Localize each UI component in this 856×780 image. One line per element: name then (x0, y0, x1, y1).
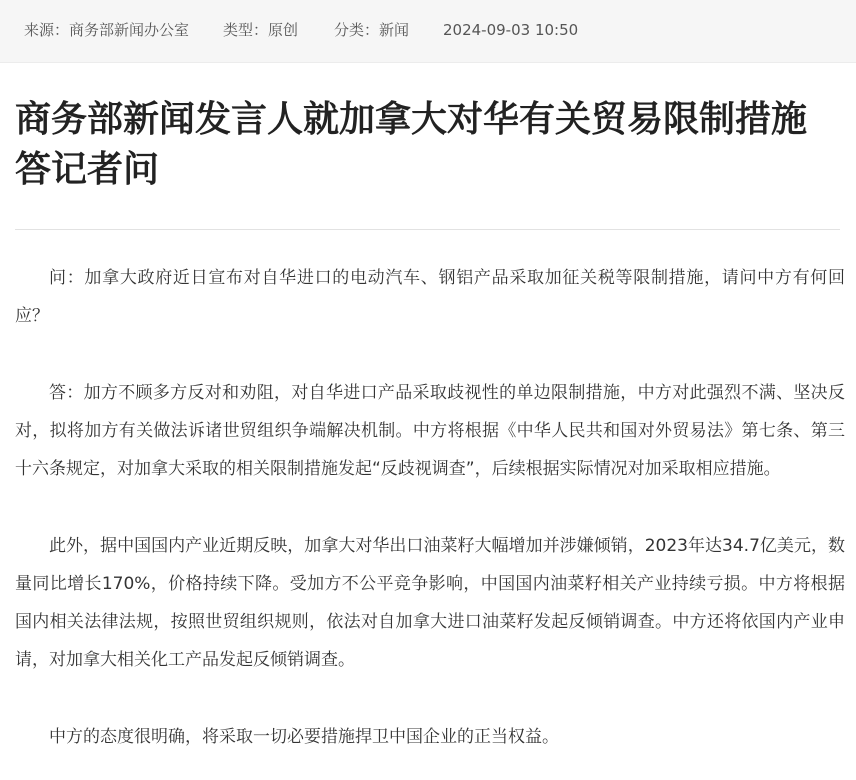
category-label: 分类：新闻 (334, 21, 410, 39)
article-meta-bar (0, 0, 856, 63)
article-body (15, 259, 845, 756)
article-paragraph-question: 问：加拿大政府近日宣布对自华进口的电动汽车、钢铝产品采取加征关税等限制措施，请问中方有何回应？ (15, 268, 845, 326)
article-paragraph-answer: 答：加方不顾多方反对和劝阻，对自华进口产品采取歧视性的单边限制措施，中方对此强烈不满、坚决反对，拟将加方有关做法诉诸世贸组织争端解决机制。中方将根据《中华人民共和国对外贸易法》第七条、第三十六条规定，对加拿大采取的相关限制措施发起“反歧视调查”，后续根据实际情况对加采取相应措施。 (15, 383, 845, 479)
title-divider (15, 229, 840, 230)
source-label: 来源：商务部新闻办公室 (24, 21, 190, 39)
publish-date: 2024-09-03 10:50 (443, 21, 579, 39)
article-paragraph-additional: 此外，据中国国内产业近期反映，加拿大对华出口油菜籽大幅增加并涉嫌倾销，2023年达34.7亿美元，数量同比增长170%，价格持续下降。受加方不公平竞争影响，中国国内油菜籽相关产业持续亏损。中方将根据国内相关法律法规，按照世贸组织规则，依法对自加拿大进口油菜籽发起反倾销调查。中方还将依国内产业申请，对加拿大相关化工产品发起反倾销调查。 (15, 536, 845, 670)
article-title: 商务部新闻发言人就加拿大对华有关贸易限制措施答记者问 (15, 99, 808, 190)
type-label: 类型：原创 (223, 21, 299, 39)
article-paragraph-conclusion: 中方的态度很明确，将采取一切必要措施捍卫中国企业的正当权益。 (49, 727, 559, 747)
